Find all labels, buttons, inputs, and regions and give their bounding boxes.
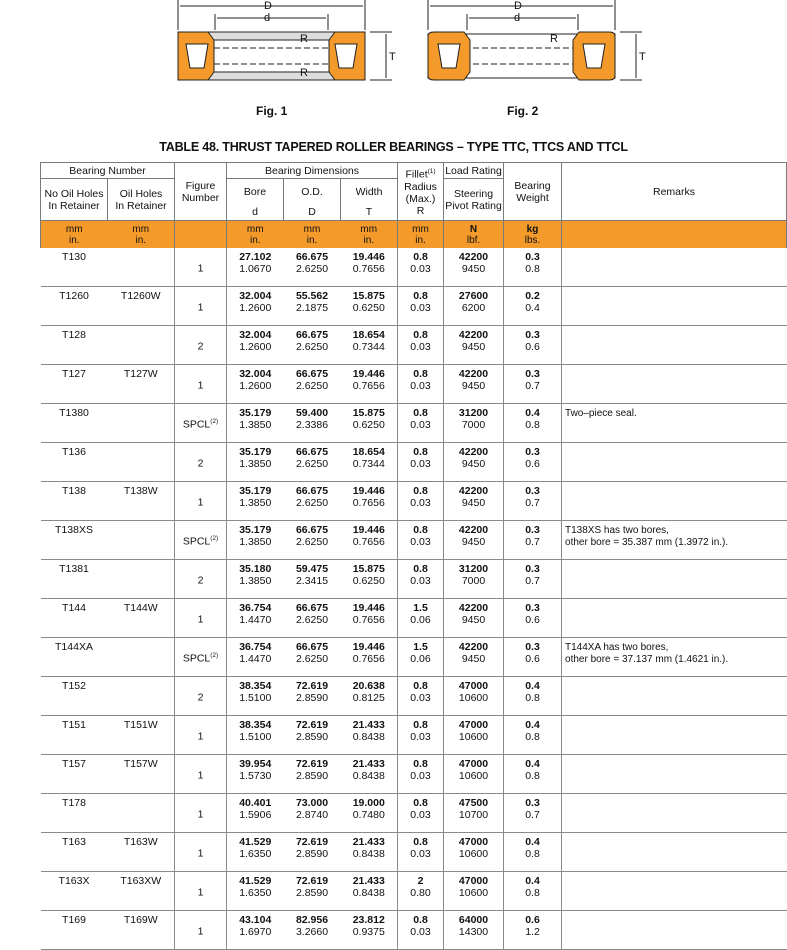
table-row xyxy=(41,755,787,794)
cell-no-oil-holes: T1381 xyxy=(41,560,108,599)
header-figure-number: Figure Number xyxy=(175,163,227,221)
cell-remarks xyxy=(562,716,787,755)
cell-weight: 0.4 0.8 xyxy=(504,716,562,755)
bearing-drawings xyxy=(0,0,787,125)
cell-bore: 35.179 1.3850 xyxy=(227,443,284,482)
cell-oil-holes xyxy=(108,521,175,560)
cell-bore: 35.179 1.3850 xyxy=(227,521,284,560)
cell-fillet: 1.5 0.06 xyxy=(398,638,444,677)
header-od-sym: D xyxy=(284,205,341,221)
cell-bore: 35.180 1.3850 xyxy=(227,560,284,599)
cell-load-rating: 42200 9450 xyxy=(444,365,504,404)
cell-weight: 0.3 0.6 xyxy=(504,326,562,365)
table-title: TABLE 48. THRUST TAPERED ROLLER BEARINGS – TYPE TTC, TTCS AND TTCL xyxy=(159,140,628,154)
cell-weight: 0.4 0.8 xyxy=(504,872,562,911)
cell-oil-holes: T157W xyxy=(108,755,175,794)
table-row xyxy=(41,248,787,287)
cell-no-oil-holes: T1380 xyxy=(41,404,108,443)
cell-width: 19.446 0.7656 xyxy=(341,599,398,638)
fillet-footnote: (1) xyxy=(427,168,436,176)
cell-remarks: T144XA has two bores, other bore = 37.137 mm (1.4621 in.). xyxy=(562,638,787,677)
cell-bore: 43.104 1.6970 xyxy=(227,911,284,950)
cell-oil-holes: T163W xyxy=(108,833,175,872)
cell-figure: 1 xyxy=(175,755,227,794)
cell-no-oil-holes: T178 xyxy=(41,794,108,833)
cell-bore: 32.004 1.2600 xyxy=(227,287,284,326)
table-row xyxy=(41,872,787,911)
cell-remarks xyxy=(562,443,787,482)
table-row xyxy=(41,794,787,833)
table-row xyxy=(41,443,787,482)
cell-remarks xyxy=(562,599,787,638)
fig2-dim-d: d xyxy=(514,12,521,24)
cell-remarks: T138XS has two bores, other bore = 35.387 mm (1.3972 in.). xyxy=(562,521,787,560)
cell-od: 59.475 2.3415 xyxy=(284,560,341,599)
cell-width: 21.433 0.8438 xyxy=(341,872,398,911)
cell-width: 21.433 0.8438 xyxy=(341,716,398,755)
cell-weight: 0.3 0.7 xyxy=(504,560,562,599)
cell-bore: 35.179 1.3850 xyxy=(227,482,284,521)
cell-load-rating: 47000 10600 xyxy=(444,872,504,911)
cell-figure: 1 xyxy=(175,911,227,950)
fig1-dim-D: D xyxy=(264,0,272,12)
cell-oil-holes: T138W xyxy=(108,482,175,521)
cell-fillet: 0.8 0.03 xyxy=(398,833,444,872)
unit-cell: mm in. xyxy=(341,221,398,249)
bearing-table xyxy=(40,162,787,950)
cell-no-oil-holes: T128 xyxy=(41,326,108,365)
cell-oil-holes xyxy=(108,326,175,365)
cell-figure: 1 xyxy=(175,716,227,755)
unit-cell: kg lbs. xyxy=(504,221,562,249)
cell-weight: 0.3 0.7 xyxy=(504,482,562,521)
cell-od: 55.562 2.1875 xyxy=(284,287,341,326)
figures-area xyxy=(0,0,787,125)
cell-no-oil-holes: T136 xyxy=(41,443,108,482)
cell-remarks: Two–piece seal. xyxy=(562,404,787,443)
header-bore-sym: d xyxy=(227,205,284,221)
cell-width: 15.875 0.6250 xyxy=(341,287,398,326)
cell-bore: 32.004 1.2600 xyxy=(227,365,284,404)
cell-fillet: 0.8 0.03 xyxy=(398,911,444,950)
fig1-dim-R-bottom: R xyxy=(300,67,308,79)
cell-width: 18.654 0.7344 xyxy=(341,326,398,365)
cell-figure: 2 xyxy=(175,560,227,599)
unit-cell: mm in. xyxy=(108,221,175,249)
cell-bore: 35.179 1.3850 xyxy=(227,404,284,443)
cell-width: 21.433 0.8438 xyxy=(341,833,398,872)
cell-load-rating: 31200 7000 xyxy=(444,404,504,443)
header-fillet-radius: Radius (Max.) R xyxy=(404,180,437,217)
table-row xyxy=(41,482,787,521)
cell-bore: 38.354 1.5100 xyxy=(227,677,284,716)
cell-od: 72.619 2.8590 xyxy=(284,872,341,911)
cell-load-rating: 42200 9450 xyxy=(444,638,504,677)
cell-no-oil-holes: T169 xyxy=(41,911,108,950)
cell-figure: 1 xyxy=(175,599,227,638)
cell-od: 72.619 2.8590 xyxy=(284,833,341,872)
cell-no-oil-holes: T127 xyxy=(41,365,108,404)
cell-od: 66.675 2.6250 xyxy=(284,365,341,404)
cell-bore: 32.004 1.2600 xyxy=(227,326,284,365)
cell-od: 72.619 2.8590 xyxy=(284,716,341,755)
cell-no-oil-holes: T157 xyxy=(41,755,108,794)
cell-oil-holes: T127W xyxy=(108,365,175,404)
cell-weight: 0.3 0.7 xyxy=(504,365,562,404)
cell-weight: 0.3 0.6 xyxy=(504,443,562,482)
fig1-dim-T: T xyxy=(389,51,396,63)
cell-load-rating: 47000 10600 xyxy=(444,716,504,755)
cell-width: 19.446 0.7656 xyxy=(341,638,398,677)
cell-load-rating: 27600 6200 xyxy=(444,287,504,326)
header-weight: Bearing Weight xyxy=(504,163,562,221)
cell-figure: 1 xyxy=(175,872,227,911)
cell-width: 20.638 0.8125 xyxy=(341,677,398,716)
unit-cell: mm in. xyxy=(398,221,444,249)
table-row xyxy=(41,833,787,872)
cell-weight: 0.3 0.7 xyxy=(504,794,562,833)
cell-remarks xyxy=(562,755,787,794)
cell-weight: 0.2 0.4 xyxy=(504,287,562,326)
cell-oil-holes: T169W xyxy=(108,911,175,950)
cell-figure: 1 xyxy=(175,833,227,872)
unit-cell xyxy=(562,221,787,249)
unit-cell: mm in. xyxy=(41,221,108,249)
cell-remarks xyxy=(562,287,787,326)
cell-figure: 2 xyxy=(175,677,227,716)
cell-weight: 0.6 1.2 xyxy=(504,911,562,950)
cell-remarks xyxy=(562,326,787,365)
header-steering: Steering Pivot Rating xyxy=(444,179,504,221)
cell-oil-holes xyxy=(108,248,175,287)
table-body xyxy=(41,248,787,950)
cell-width: 21.433 0.8438 xyxy=(341,755,398,794)
cell-weight: 0.4 0.8 xyxy=(504,404,562,443)
cell-fillet: 0.8 0.03 xyxy=(398,482,444,521)
cell-width: 15.875 0.6250 xyxy=(341,404,398,443)
cell-bore: 27.102 1.0670 xyxy=(227,248,284,287)
cell-no-oil-holes: T1260 xyxy=(41,287,108,326)
cell-remarks xyxy=(562,872,787,911)
header-fillet xyxy=(398,163,444,221)
cell-od: 73.000 2.8740 xyxy=(284,794,341,833)
cell-fillet: 0.8 0.03 xyxy=(398,248,444,287)
header-od: O.D. xyxy=(284,179,341,205)
cell-od: 59.400 2.3386 xyxy=(284,404,341,443)
cell-load-rating: 64000 14300 xyxy=(444,911,504,950)
table-row xyxy=(41,404,787,443)
cell-remarks xyxy=(562,833,787,872)
cell-fillet: 0.8 0.03 xyxy=(398,287,444,326)
cell-width: 19.000 0.7480 xyxy=(341,794,398,833)
cell-load-rating: 47500 10700 xyxy=(444,794,504,833)
cell-no-oil-holes: T144 xyxy=(41,599,108,638)
table-row xyxy=(41,560,787,599)
cell-figure: 1 xyxy=(175,794,227,833)
cell-no-oil-holes: T144XA xyxy=(41,638,108,677)
cell-no-oil-holes: T151 xyxy=(41,716,108,755)
header-width: Width xyxy=(341,179,398,205)
cell-od: 82.956 3.2660 xyxy=(284,911,341,950)
cell-od: 66.675 2.6250 xyxy=(284,443,341,482)
cell-width: 19.446 0.7656 xyxy=(341,521,398,560)
cell-od: 66.675 2.6250 xyxy=(284,521,341,560)
cell-figure: SPCL$^{(2)}$ xyxy=(175,638,227,677)
cell-figure: 1 xyxy=(175,482,227,521)
header-fillet-label: Fillet xyxy=(405,168,428,181)
cell-od: 66.675 2.6250 xyxy=(284,326,341,365)
cell-no-oil-holes: T138XS xyxy=(41,521,108,560)
cell-bore: 38.354 1.5100 xyxy=(227,716,284,755)
cell-oil-holes: T1260W xyxy=(108,287,175,326)
cell-fillet: 1.5 0.06 xyxy=(398,599,444,638)
cell-oil-holes: T151W xyxy=(108,716,175,755)
cell-od: 72.619 2.8590 xyxy=(284,755,341,794)
cell-fillet: 0.8 0.03 xyxy=(398,794,444,833)
cell-fillet: 0.8 0.03 xyxy=(398,365,444,404)
cell-remarks xyxy=(562,560,787,599)
cell-remarks xyxy=(562,482,787,521)
cell-width: 19.446 0.7656 xyxy=(341,482,398,521)
fig2-label: Fig. 2 xyxy=(507,104,539,118)
cell-fillet: 0.8 0.03 xyxy=(398,443,444,482)
cell-weight: 0.4 0.8 xyxy=(504,677,562,716)
unit-cell: mm in. xyxy=(227,221,284,249)
cell-load-rating: 47000 10600 xyxy=(444,755,504,794)
header-bore: Bore xyxy=(227,179,284,205)
fig2-drawing xyxy=(428,0,642,80)
fig1-drawing xyxy=(178,0,392,80)
cell-fillet: 0.8 0.03 xyxy=(398,716,444,755)
cell-weight: 0.3 0.7 xyxy=(504,521,562,560)
cell-figure: 1 xyxy=(175,248,227,287)
cell-figure: 2 xyxy=(175,326,227,365)
header-bearing-number: Bearing Number xyxy=(41,163,175,179)
cell-oil-holes xyxy=(108,638,175,677)
cell-oil-holes xyxy=(108,404,175,443)
table-row xyxy=(41,326,787,365)
cell-no-oil-holes: T152 xyxy=(41,677,108,716)
fig2-dim-T: T xyxy=(639,51,646,63)
fig1-label: Fig. 1 xyxy=(256,104,288,118)
header-bearing-dimensions: Bearing Dimensions xyxy=(227,163,398,179)
cell-weight: 0.4 0.8 xyxy=(504,833,562,872)
cell-load-rating: 42200 9450 xyxy=(444,521,504,560)
table-row xyxy=(41,677,787,716)
unit-cell: mm in. xyxy=(284,221,341,249)
cell-width: 23.812 0.9375 xyxy=(341,911,398,950)
cell-od: 66.675 2.6250 xyxy=(284,638,341,677)
cell-weight: 0.3 0.6 xyxy=(504,638,562,677)
cell-figure: 2 xyxy=(175,443,227,482)
cell-no-oil-holes: T130 xyxy=(41,248,108,287)
cell-remarks xyxy=(562,794,787,833)
fig2-dim-D: D xyxy=(514,0,522,12)
table-row xyxy=(41,716,787,755)
header-no-oil-holes: No Oil Holes In Retainer xyxy=(41,179,108,221)
table-row xyxy=(41,599,787,638)
unit-cell: N lbf. xyxy=(444,221,504,249)
header-width-sym: T xyxy=(341,205,398,221)
cell-remarks xyxy=(562,911,787,950)
fig1-dim-R-top: R xyxy=(300,33,308,45)
cell-width: 19.446 0.7656 xyxy=(341,365,398,404)
fig1-dim-d: d xyxy=(264,12,271,24)
cell-fillet: 0.8 0.03 xyxy=(398,326,444,365)
cell-remarks xyxy=(562,248,787,287)
unit-cell xyxy=(175,221,227,249)
cell-load-rating: 42200 9450 xyxy=(444,443,504,482)
fig2-dim-R: R xyxy=(550,33,558,45)
cell-od: 72.619 2.8590 xyxy=(284,677,341,716)
cell-remarks xyxy=(562,677,787,716)
cell-bore: 40.401 1.5906 xyxy=(227,794,284,833)
cell-oil-holes xyxy=(108,443,175,482)
cell-od: 66.675 2.6250 xyxy=(284,599,341,638)
cell-width: 15.875 0.6250 xyxy=(341,560,398,599)
cell-no-oil-holes: T163X xyxy=(41,872,108,911)
cell-width: 18.654 0.7344 xyxy=(341,443,398,482)
table-row xyxy=(41,365,787,404)
cell-weight: 0.3 0.6 xyxy=(504,599,562,638)
header-oil-holes: Oil Holes In Retainer xyxy=(108,179,175,221)
cell-fillet: 0.8 0.03 xyxy=(398,677,444,716)
cell-remarks xyxy=(562,365,787,404)
cell-oil-holes xyxy=(108,560,175,599)
cell-no-oil-holes: T163 xyxy=(41,833,108,872)
cell-load-rating: 42200 9450 xyxy=(444,248,504,287)
cell-weight: 0.4 0.8 xyxy=(504,755,562,794)
cell-load-rating: 42200 9450 xyxy=(444,326,504,365)
cell-fillet: 2 0.80 xyxy=(398,872,444,911)
table-row xyxy=(41,521,787,560)
cell-bore: 39.954 1.5730 xyxy=(227,755,284,794)
cell-oil-holes: T163XW xyxy=(108,872,175,911)
cell-load-rating: 47000 10600 xyxy=(444,677,504,716)
header-remarks: Remarks xyxy=(562,163,787,221)
cell-width: 19.446 0.7656 xyxy=(341,248,398,287)
table-row xyxy=(41,287,787,326)
table-row xyxy=(41,638,787,677)
cell-no-oil-holes: T138 xyxy=(41,482,108,521)
cell-oil-holes xyxy=(108,677,175,716)
cell-oil-holes xyxy=(108,794,175,833)
cell-od: 66.675 2.6250 xyxy=(284,248,341,287)
cell-oil-holes: T144W xyxy=(108,599,175,638)
cell-fillet: 0.8 0.03 xyxy=(398,521,444,560)
cell-figure: SPCL$^{(2)}$ xyxy=(175,521,227,560)
cell-load-rating: 47000 10600 xyxy=(444,833,504,872)
table-row xyxy=(41,911,787,950)
units-row xyxy=(41,221,787,249)
cell-weight: 0.3 0.8 xyxy=(504,248,562,287)
cell-fillet: 0.8 0.03 xyxy=(398,755,444,794)
cell-load-rating: 42200 9450 xyxy=(444,482,504,521)
cell-figure: 1 xyxy=(175,365,227,404)
cell-bore: 41.529 1.6350 xyxy=(227,872,284,911)
cell-fillet: 0.8 0.03 xyxy=(398,404,444,443)
cell-figure: 1 xyxy=(175,287,227,326)
cell-load-rating: 42200 9450 xyxy=(444,599,504,638)
cell-load-rating: 31200 7000 xyxy=(444,560,504,599)
cell-figure: SPCL$^{(2)}$ xyxy=(175,404,227,443)
cell-bore: 41.529 1.6350 xyxy=(227,833,284,872)
cell-bore: 36.754 1.4470 xyxy=(227,599,284,638)
cell-fillet: 0.8 0.03 xyxy=(398,560,444,599)
table-header xyxy=(41,163,787,249)
header-load-rating: Load Rating xyxy=(445,164,502,177)
cell-bore: 36.754 1.4470 xyxy=(227,638,284,677)
cell-od: 66.675 2.6250 xyxy=(284,482,341,521)
